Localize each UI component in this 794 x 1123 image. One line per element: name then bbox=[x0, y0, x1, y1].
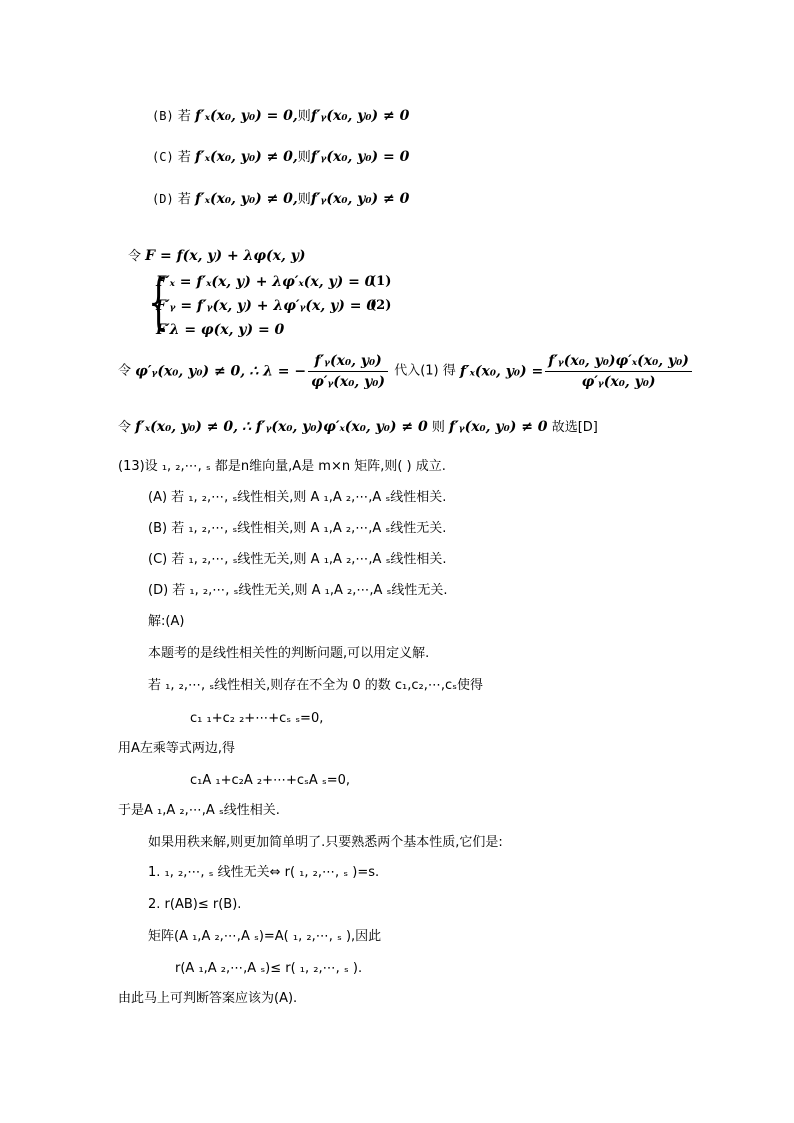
lambda-fraction bbox=[308, 352, 388, 391]
lambda-numerator: f′ᵧ(x₀, y₀) bbox=[308, 352, 388, 372]
left-brace: { bbox=[148, 267, 170, 337]
matrix-line: 矩阵(A ₁,A ₂,⋯,A ₛ)=A( ₁, ₂,⋯, ₛ ),因此 bbox=[148, 929, 382, 944]
option-label: (B) bbox=[152, 109, 174, 123]
rank-inequality: r(A ₁,A ₂,⋯,A ₛ)≤ r( ₁, ₂,⋯, ₛ ). bbox=[175, 961, 363, 976]
fx-condition: f′ₓ(x₀, y₀) ≠ 0, bbox=[135, 419, 238, 435]
fx-fraction bbox=[545, 352, 692, 391]
option-condition: f′ₓ(x₀, y₀) ≠ 0, bbox=[194, 149, 298, 165]
option-ruo: 若 bbox=[177, 109, 191, 124]
question-13-stem: (13)设 ₁, ₂,⋯, ₛ 都是n维向量,A是 m×n 矩阵,则( ) 成立. bbox=[118, 459, 446, 474]
choice-a: (A) 若 ₁, ₂,⋯, ₛ线性相关,则 A ₁,A ₂,⋯,A ₛ线性相关. bbox=[148, 490, 447, 505]
rank-intro-line: 如果用秩来解,则更加简单明了.只要熟悉两个基本性质,它们是: bbox=[148, 835, 503, 850]
step1-line bbox=[118, 352, 694, 391]
solution-line: 解:(A) bbox=[148, 614, 185, 629]
equation-2-tag: (2) bbox=[370, 298, 392, 313]
choice-b: (B) 若 ₁, ₂,⋯, ₛ线性相关,则 A ₁,A ₂,⋯,A ₛ线性无关. bbox=[148, 521, 447, 536]
ling-text: 令 bbox=[128, 249, 142, 264]
equation-1: F′ₓ = f′ₓ(x, y) + λφ′ₓ(x, y) = 0 bbox=[156, 274, 375, 290]
option-d bbox=[152, 190, 409, 209]
if-dependent-line: 若 ₁, ₂,⋯, ₛ线性相关,则存在不全为 0 的数 c₁,c₂,⋯,cₛ使得 bbox=[148, 678, 483, 693]
answer-text: 故选[D] bbox=[551, 420, 598, 435]
option-ruo: 若 bbox=[177, 192, 191, 207]
substitute-text: 代入(1) 得 bbox=[394, 363, 456, 379]
option-ze: 则 bbox=[297, 192, 311, 207]
conclusion-line: 由此马上可判断答案应该为(A). bbox=[118, 991, 298, 1006]
multiply-line: 用A左乘等式两边,得 bbox=[118, 741, 236, 756]
f-definition: F = f(x, y) + λφ(x, y) bbox=[145, 248, 306, 264]
property-1: 1. ₁, ₂,⋯, ₛ 线性无关⇔ r( ₁, ₂,⋯, ₛ )=s. bbox=[148, 865, 380, 880]
equation-a: c₁ ₁+c₂ ₂+⋯+cₛ ₛ=0, bbox=[190, 711, 324, 726]
option-condition: f′ₓ(x₀, y₀) ≠ 0, bbox=[194, 191, 298, 207]
option-b bbox=[152, 107, 409, 126]
phi-condition: φ′ᵧ(x₀, y₀) ≠ 0, bbox=[135, 363, 246, 380]
ze-text: 则 bbox=[431, 420, 445, 435]
fx-lhs: f′ₓ(x₀, y₀) = bbox=[459, 363, 544, 380]
product-expr: ∴ f′ᵧ(x₀, y₀)φ′ₓ(x₀, y₀) ≠ 0 bbox=[242, 419, 428, 435]
option-label: (C) bbox=[152, 150, 174, 164]
fx-denominator: φ′ᵧ(x₀, y₀) bbox=[581, 374, 656, 390]
lagrange-def bbox=[128, 247, 306, 266]
ling-text: 令 bbox=[118, 363, 132, 379]
property-2: 2. r(AB)≤ r(B). bbox=[148, 897, 242, 912]
fx-numerator: f′ᵧ(x₀, y₀)φ′ₓ(x₀, y₀) bbox=[545, 352, 692, 372]
option-result: f′ᵧ(x₀, y₀) ≠ 0 bbox=[310, 108, 410, 124]
option-ze: 则 bbox=[297, 109, 311, 124]
option-ruo: 若 bbox=[177, 150, 191, 165]
thus-line: 于是A ₁,A ₂,⋯,A ₛ线性相关. bbox=[118, 803, 280, 818]
equation-b: c₁A ₁+c₂A ₂+⋯+cₛA ₛ=0, bbox=[190, 773, 351, 788]
option-result: f′ᵧ(x₀, y₀) = 0 bbox=[310, 149, 410, 165]
option-condition: f′ₓ(x₀, y₀) = 0, bbox=[194, 108, 298, 124]
option-label: (D) bbox=[152, 192, 174, 206]
option-ze: 则 bbox=[297, 150, 311, 165]
ling-text: 令 bbox=[118, 420, 132, 435]
choice-c: (C) 若 ₁, ₂,⋯, ₛ线性无关,则 A ₁,A ₂,⋯,A ₛ线性相关. bbox=[148, 552, 447, 567]
fy-result: f′ᵧ(x₀, y₀) ≠ 0 bbox=[449, 419, 548, 435]
equation-3: F′λ = φ(x, y) = 0 bbox=[156, 322, 285, 338]
choice-d: (D) 若 ₁, ₂,⋯, ₛ线性无关,则 A ₁,A ₂,⋯,A ₛ线性无关. bbox=[148, 583, 448, 598]
equation-2: F′ᵧ = f′ᵧ(x, y) + λφ′ᵧ(x, y) = 0 bbox=[156, 298, 377, 314]
option-result: f′ᵧ(x₀, y₀) ≠ 0 bbox=[310, 191, 410, 207]
option-c bbox=[152, 148, 409, 167]
explain-line: 本题考的是线性相关性的判断问题,可以用定义解. bbox=[148, 646, 430, 661]
equation-1-tag: (1) bbox=[370, 274, 392, 289]
lambda-expr: ∴ λ = − bbox=[249, 363, 307, 380]
step2-line bbox=[118, 418, 598, 437]
lambda-denominator: φ′ᵧ(x₀, y₀) bbox=[311, 374, 386, 390]
